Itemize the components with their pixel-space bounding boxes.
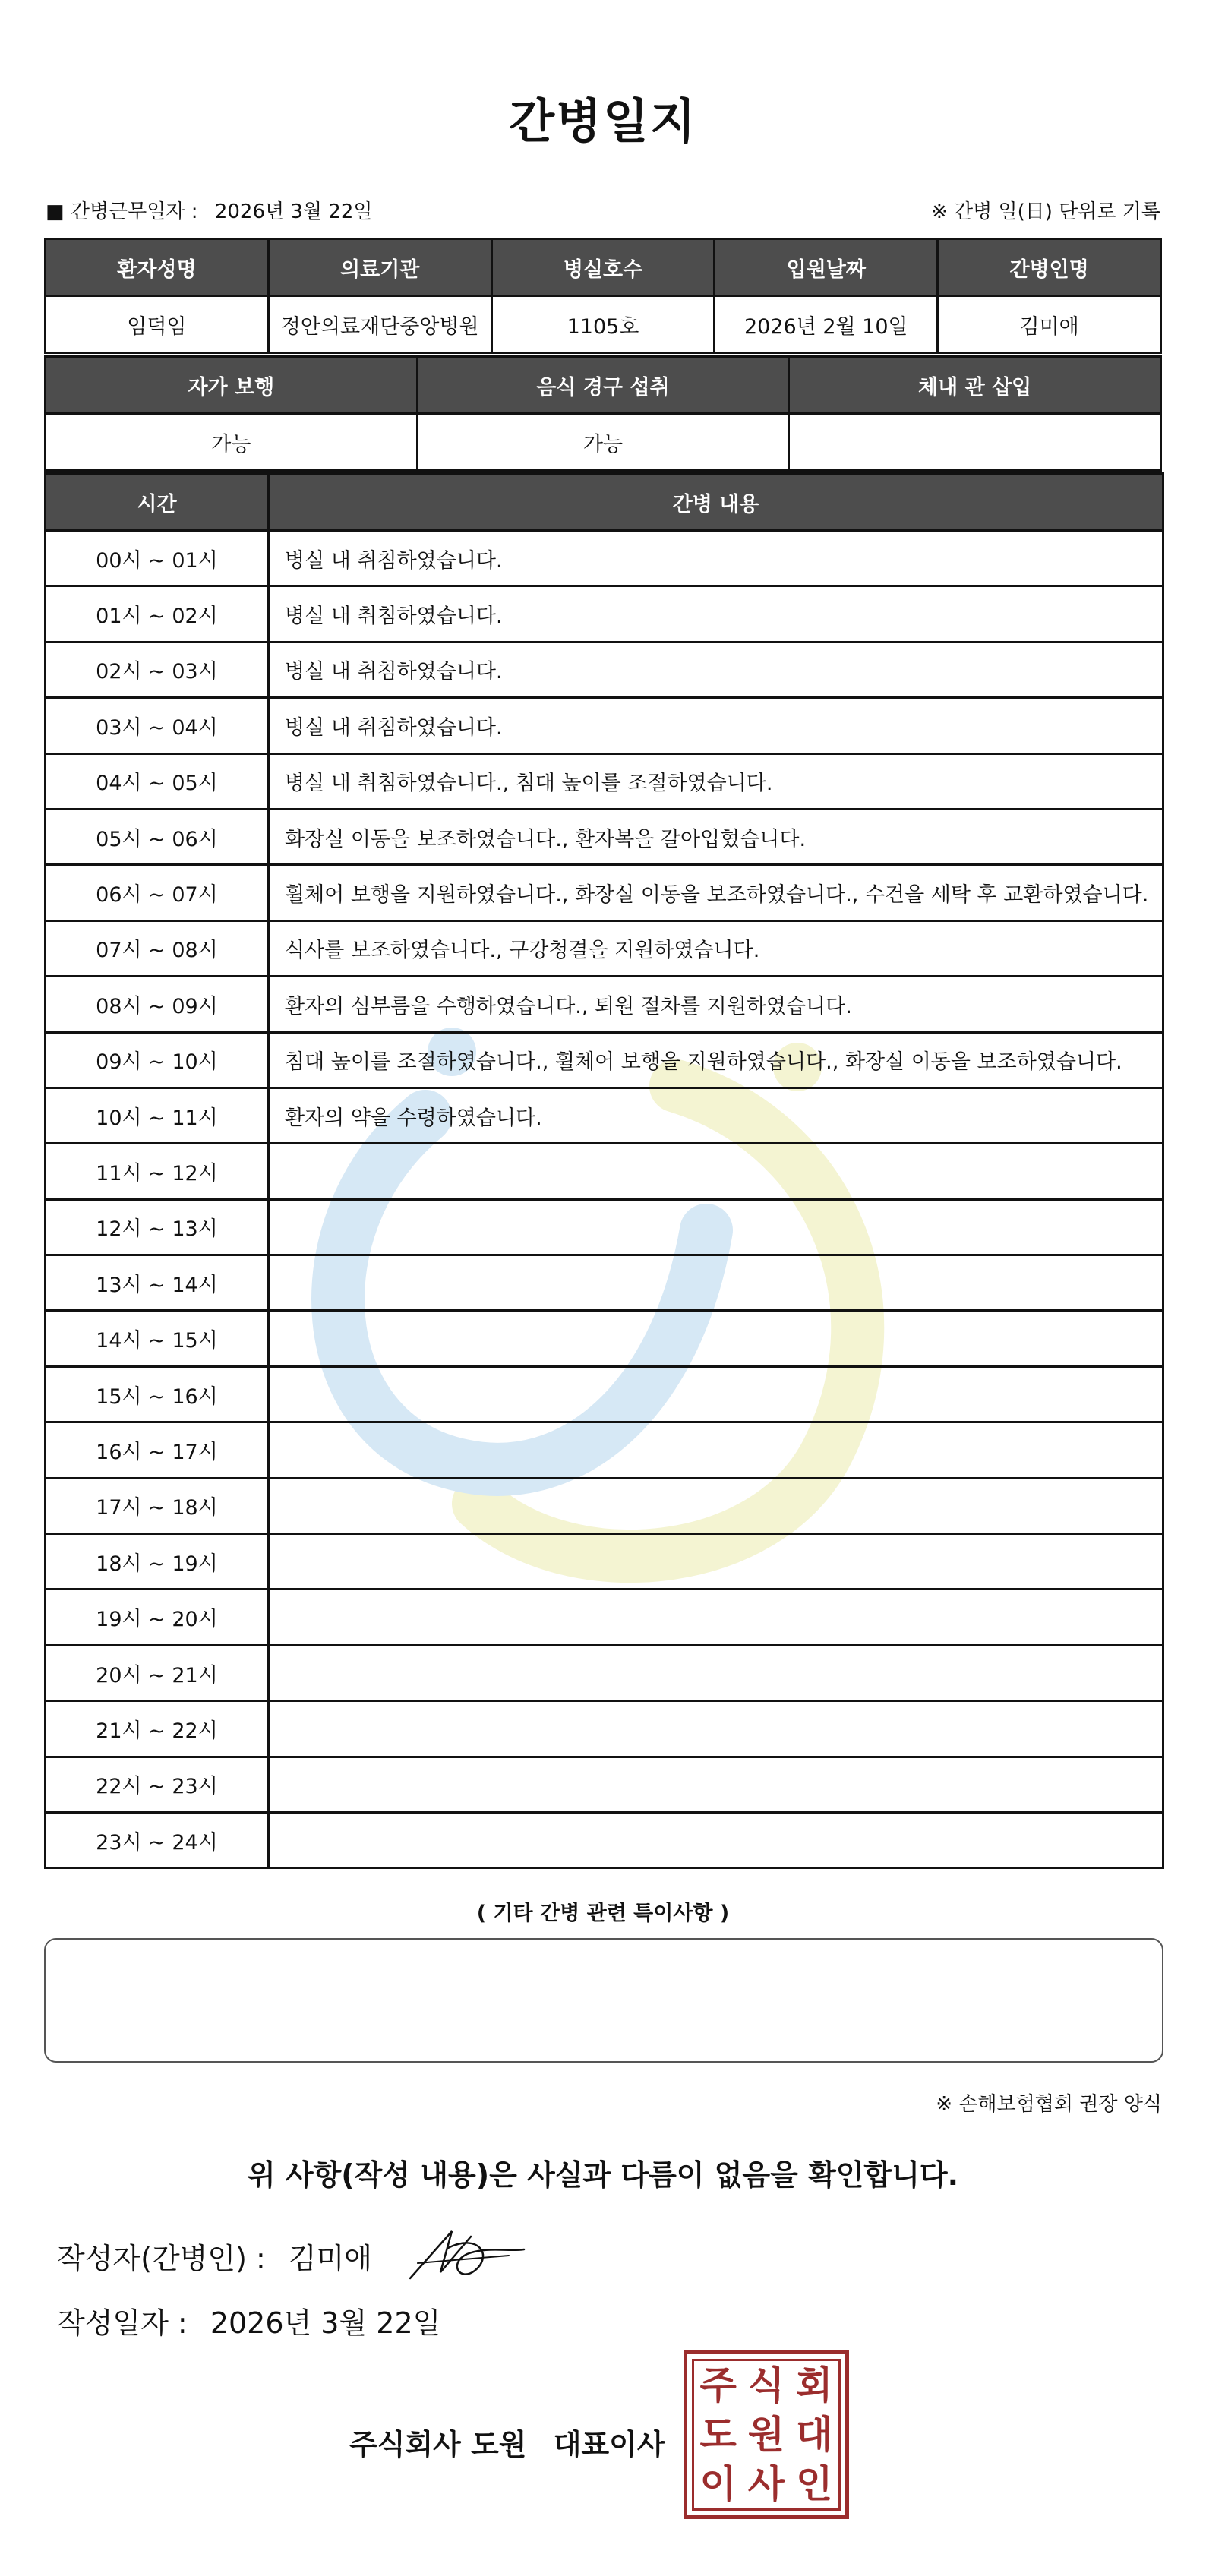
log-content: 환자의 심부름을 수행하였습니다., 퇴원 절차를 지원하였습니다.: [269, 977, 1163, 1032]
table-row: [46, 1534, 1163, 1589]
log-content: 병실 내 취침하였습니다.: [269, 642, 1163, 697]
header-self-walking: 자가 보행: [46, 357, 418, 414]
seal-character: 이: [699, 2461, 737, 2506]
log-time: 07시 ~ 08시: [46, 920, 269, 976]
table-row: [46, 586, 1163, 642]
seal-character: 원: [747, 2412, 785, 2457]
log-time: 11시 ~ 12시: [46, 1144, 269, 1199]
care-log-table: [44, 472, 1164, 1869]
company-line: [349, 2421, 682, 2463]
work-date: [46, 196, 373, 224]
table-row: [46, 642, 1163, 697]
table-row: [46, 1255, 1163, 1311]
header-caregiver-name: 간병인명: [938, 239, 1161, 296]
seal-character: 회: [796, 2363, 833, 2408]
log-time: 09시 ~ 10시: [46, 1032, 269, 1088]
table-row: [46, 920, 1163, 976]
log-time: 03시 ~ 04시: [46, 698, 269, 753]
log-content: [269, 1534, 1163, 1589]
log-content: 침대 높이를 조절하였습니다., 휠체어 보행을 지원하였습니다., 화장실 이동을 보조하였습니다.: [269, 1032, 1163, 1088]
log-content: [269, 1199, 1163, 1255]
table-row: [46, 698, 1163, 753]
log-content: [269, 1757, 1163, 1812]
table-row: [46, 977, 1163, 1032]
log-time: 10시 ~ 11시: [46, 1088, 269, 1143]
log-time: 14시 ~ 15시: [46, 1311, 269, 1366]
log-content: [269, 1812, 1163, 1867]
caregiver-name: 김미애: [938, 296, 1161, 353]
table-row: [46, 1199, 1163, 1255]
log-time: 04시 ~ 05시: [46, 753, 269, 809]
log-content: [269, 1645, 1163, 1700]
log-content: 환자의 약을 수령하였습니다.: [269, 1088, 1163, 1143]
writing-date-line: [57, 2300, 454, 2341]
writing-date-label: 작성일자 :: [57, 2306, 188, 2340]
table-row: [46, 1757, 1163, 1812]
record-note: ※ 간병 일(日) 단위로 기록: [930, 200, 1160, 223]
writing-date-value: 2026년 3월 22일: [210, 2306, 441, 2340]
log-time: 20시 ~ 21시: [46, 1645, 269, 1700]
log-content: [269, 1422, 1163, 1478]
table-row: [46, 1478, 1163, 1533]
log-content: [269, 1366, 1163, 1422]
company-seal-stamp: [684, 2350, 849, 2519]
log-time: 00시 ~ 01시: [46, 531, 269, 586]
patient-ability-table: [44, 355, 1162, 472]
log-content: 병실 내 취침하였습니다.: [269, 586, 1163, 642]
log-time: 16시 ~ 17시: [46, 1422, 269, 1478]
page-title: 간병일지: [509, 93, 697, 149]
writer-label: 작성자(간병인) :: [57, 2242, 266, 2275]
log-time: 06시 ~ 07시: [46, 865, 269, 920]
seal-character: 도: [699, 2412, 737, 2457]
table-header-row: [46, 239, 1161, 296]
care-log-rows: [46, 531, 1163, 1868]
seal-character: 대: [796, 2412, 833, 2457]
table-header-row: [46, 474, 1163, 531]
table-row: [46, 414, 1161, 471]
confirmation-statement: 위 사항(작성 내용)은 사실과 다름이 없음을 확인합니다.: [247, 2158, 959, 2192]
log-content: 병실 내 취침하였습니다.: [269, 531, 1163, 586]
seal-character: 인: [796, 2461, 833, 2506]
log-time: 01시 ~ 02시: [46, 586, 269, 642]
hospital-name: 정안의료재단중앙병원: [268, 296, 491, 353]
table-row: [46, 531, 1163, 586]
header-oral-intake: 음식 경구 섭취: [417, 357, 789, 414]
log-time: 13시 ~ 14시: [46, 1255, 269, 1311]
log-time: 02시 ~ 03시: [46, 642, 269, 697]
oral-intake-value: 가능: [417, 414, 789, 471]
table-header-row: [46, 357, 1161, 414]
log-content: 병실 내 취침하였습니다.: [269, 698, 1163, 753]
work-date-label: ■ 간병근무일자 :: [46, 200, 198, 223]
table-row: [46, 1422, 1163, 1478]
header-patient-name: 환자성명: [46, 239, 269, 296]
self-walking-value: 가능: [46, 414, 418, 471]
seal-grid: [692, 2359, 841, 2511]
log-content: [269, 1311, 1163, 1366]
table-row: [46, 1645, 1163, 1700]
table-row: [46, 1088, 1163, 1143]
log-time: 17시 ~ 18시: [46, 1478, 269, 1533]
company-role: 대표이사: [553, 2428, 665, 2461]
table-row: [46, 1311, 1163, 1366]
table-row: [46, 1589, 1163, 1645]
work-date-value: 2026년 3월 22일: [214, 200, 373, 223]
table-row: [46, 753, 1163, 809]
header-hospital: 의료기관: [268, 239, 491, 296]
seal-character: 사: [747, 2461, 785, 2506]
log-time: 18시 ~ 19시: [46, 1534, 269, 1589]
log-time: 21시 ~ 22시: [46, 1701, 269, 1757]
table-row: [46, 1812, 1163, 1867]
log-content: [269, 1589, 1163, 1645]
form-note: ※ 손해보험협회 권장 양식: [936, 2093, 1162, 2116]
table-row: [46, 1144, 1163, 1199]
log-content: [269, 1144, 1163, 1199]
log-time: 15시 ~ 16시: [46, 1366, 269, 1422]
patient-name: 임덕임: [46, 296, 269, 353]
signature-image: [395, 2218, 532, 2293]
seal-character: 식: [747, 2363, 785, 2408]
log-time: 22시 ~ 23시: [46, 1757, 269, 1812]
room-number: 1105호: [491, 296, 715, 353]
log-content: 병실 내 취침하였습니다., 침대 높이를 조절하였습니다.: [269, 753, 1163, 809]
log-content: 휠체어 보행을 지원하였습니다., 화장실 이동을 보조하였습니다., 수건을 세탁 후 교환하였습니다.: [269, 865, 1163, 920]
log-time: 23시 ~ 24시: [46, 1812, 269, 1867]
log-content: [269, 1255, 1163, 1311]
header-time: 시간: [46, 474, 269, 531]
writer-line: [57, 2235, 386, 2277]
header-room: 병실호수: [491, 239, 715, 296]
header-care-content: 간병 내용: [269, 474, 1163, 531]
log-time: 08시 ~ 09시: [46, 977, 269, 1032]
log-content: 화장실 이동을 보조하였습니다., 환자복을 갈아입혔습니다.: [269, 809, 1163, 864]
admission-date: 2026년 2월 10일: [715, 296, 938, 353]
seal-character: 주: [699, 2363, 737, 2408]
header-tube-insertion: 체내 관 삽입: [789, 357, 1161, 414]
table-row: [46, 1032, 1163, 1088]
table-row: [46, 1366, 1163, 1422]
log-time: 12시 ~ 13시: [46, 1199, 269, 1255]
log-time: 05시 ~ 06시: [46, 809, 269, 864]
company-name: 주식회사 도원: [349, 2428, 527, 2461]
log-content: [269, 1701, 1163, 1757]
remarks-box: [44, 1938, 1163, 2063]
log-content: [269, 1478, 1163, 1533]
remarks-label: ( 기타 간병 관련 특이사항 ): [476, 1902, 730, 1925]
log-content: 식사를 보조하였습니다., 구강청결을 지원하였습니다.: [269, 920, 1163, 976]
log-time: 19시 ~ 20시: [46, 1589, 269, 1645]
writer-name: 김미애: [288, 2242, 372, 2275]
table-row: [46, 296, 1161, 353]
table-row: [46, 809, 1163, 864]
table-row: [46, 865, 1163, 920]
patient-info-table: [44, 238, 1162, 354]
header-admission-date: 입원날짜: [715, 239, 938, 296]
table-row: [46, 1701, 1163, 1757]
tube-insertion-value: [789, 414, 1161, 471]
